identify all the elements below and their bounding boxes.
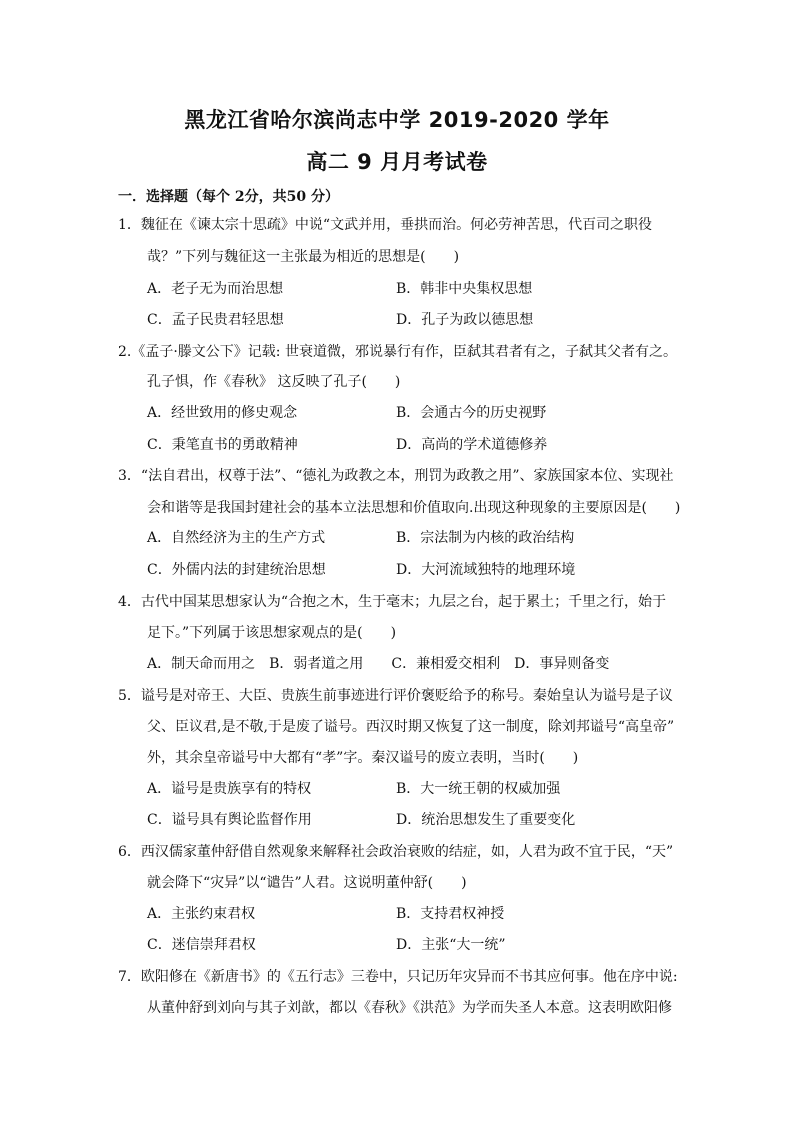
question-2-option-d: D．高尚的学术道德修养 [396,437,548,453]
question-2-line-1: 2.《孟子·滕文公下》记载: 世衰道微，邪说暴行有作，臣弑其君者有之，子弑其父者有之。 [118,344,677,360]
question-3-option-a: A．自然经济为主的生产方式 [147,530,326,546]
question-5-line-1: 5．谥号是对帝王、大臣、贵族生前事迹进行评价褒贬给予的称号。秦始皇认为谥号是子议 [118,688,673,704]
question-4-line-1: 4．古代中国某思想家认为“合抱之木，生于毫末；九层之台，起于累土；千里之行，始于 [118,594,667,610]
question-1-option-c: C．孟子民贵君轻思想 [147,312,284,328]
question-5-option-c: C．谥号具有舆论监督作用 [147,812,312,828]
question-3-option-d: D．大河流域独特的地理环境 [396,562,576,578]
question-5-line-3: 外，其余皇帝谥号中大都有“孝”字。秦汉谥号的废立表明，当时( ) [147,750,579,766]
exam-subtitle: 高二 9 月月考试卷 [306,150,488,174]
question-5-option-a: A．谥号是贵族享有的特权 [147,781,312,797]
question-7-line-2: 从董仲舒到刘向与其子刘歆，都以《春秋》《洪范》为学而失圣人本意。这表明欧阳修 [147,1000,672,1016]
question-4-options: A．制天命而用之 B．弱者道之用 C．兼相爱交相利 D．事异则备变 [147,656,610,672]
question-2-option-c: C．秉笔直书的勇敢精神 [147,437,298,453]
question-3-option-c: C．外儒内法的封建统治思想 [147,562,326,578]
exam-title: 黑龙江省哈尔滨尚志中学 2019-2020 学年 [184,108,610,132]
question-5-option-b: B．大一统王朝的权威加强 [396,781,561,797]
question-3-line-2: 会和谐等是我国封建社会的基本立法思想和价值取向.出现这种现象的主要原因是( ) [147,500,681,516]
question-6-option-d: D．主张“大一统” [396,937,506,953]
question-2-line-2: 孔子惧，作《春秋》 这反映了孔子( ) [147,374,401,390]
question-6-option-a: A．主张约束君权 [147,906,256,922]
question-1-line-2: 哉？”下列与魏征这一主张最为相近的思想是( ) [147,249,460,265]
question-3-line-1: 3．“法自君出，权尊于法”、“德礼为政教之本，刑罚为政教之用”、家族国家本位、实现社 [118,468,674,484]
question-6-line-1: 6．西汉儒家董仲舒借自然观象来解释社会政治衰败的结症，如，人君为政不宜于民，“天” [118,844,674,860]
question-2-option-b: B．会通古今的历史视野 [396,405,547,421]
question-3-option-b: B．宗法制为内核的政治结构 [396,530,575,546]
question-5-line-2: 父、臣议君,是不敬,于是废了谥号。西汉时期又恢复了这一制度，除刘邦谥号“高皇帝” [147,719,675,735]
question-1-option-a: A．老子无为而治思想 [147,281,284,297]
question-5-option-d: D．统治思想发生了重要变化 [396,812,576,828]
question-6-option-b: B．支持君权神授 [396,906,505,922]
section-heading: 一．选择题（每个 2分，共50 分） [118,189,339,205]
question-1-line-1: 1．魏征在《谏太宗十思疏》中说“文武并用，垂拱而治。何必劳神苦思，代百司之职役 [118,217,653,233]
question-2-option-a: A．经世致用的修史观念 [147,405,298,421]
question-6-option-c: C．迷信崇拜君权 [147,937,256,953]
question-1-option-d: D．孔子为政以德思想 [396,312,534,328]
question-4-line-2: 足下。”下列属于该思想家观点的是( ) [147,625,397,641]
question-6-line-2: 就会降下“灾异”以“谴告”人君。这说明董仲舒( ) [147,875,467,891]
question-1-option-b: B．韩非中央集权思想 [396,281,533,297]
question-7-line-1: 7．欧阳修在《新唐书》的《五行志》三卷中，只记历年灾异而不书其应何事。他在序中说: [118,969,678,985]
